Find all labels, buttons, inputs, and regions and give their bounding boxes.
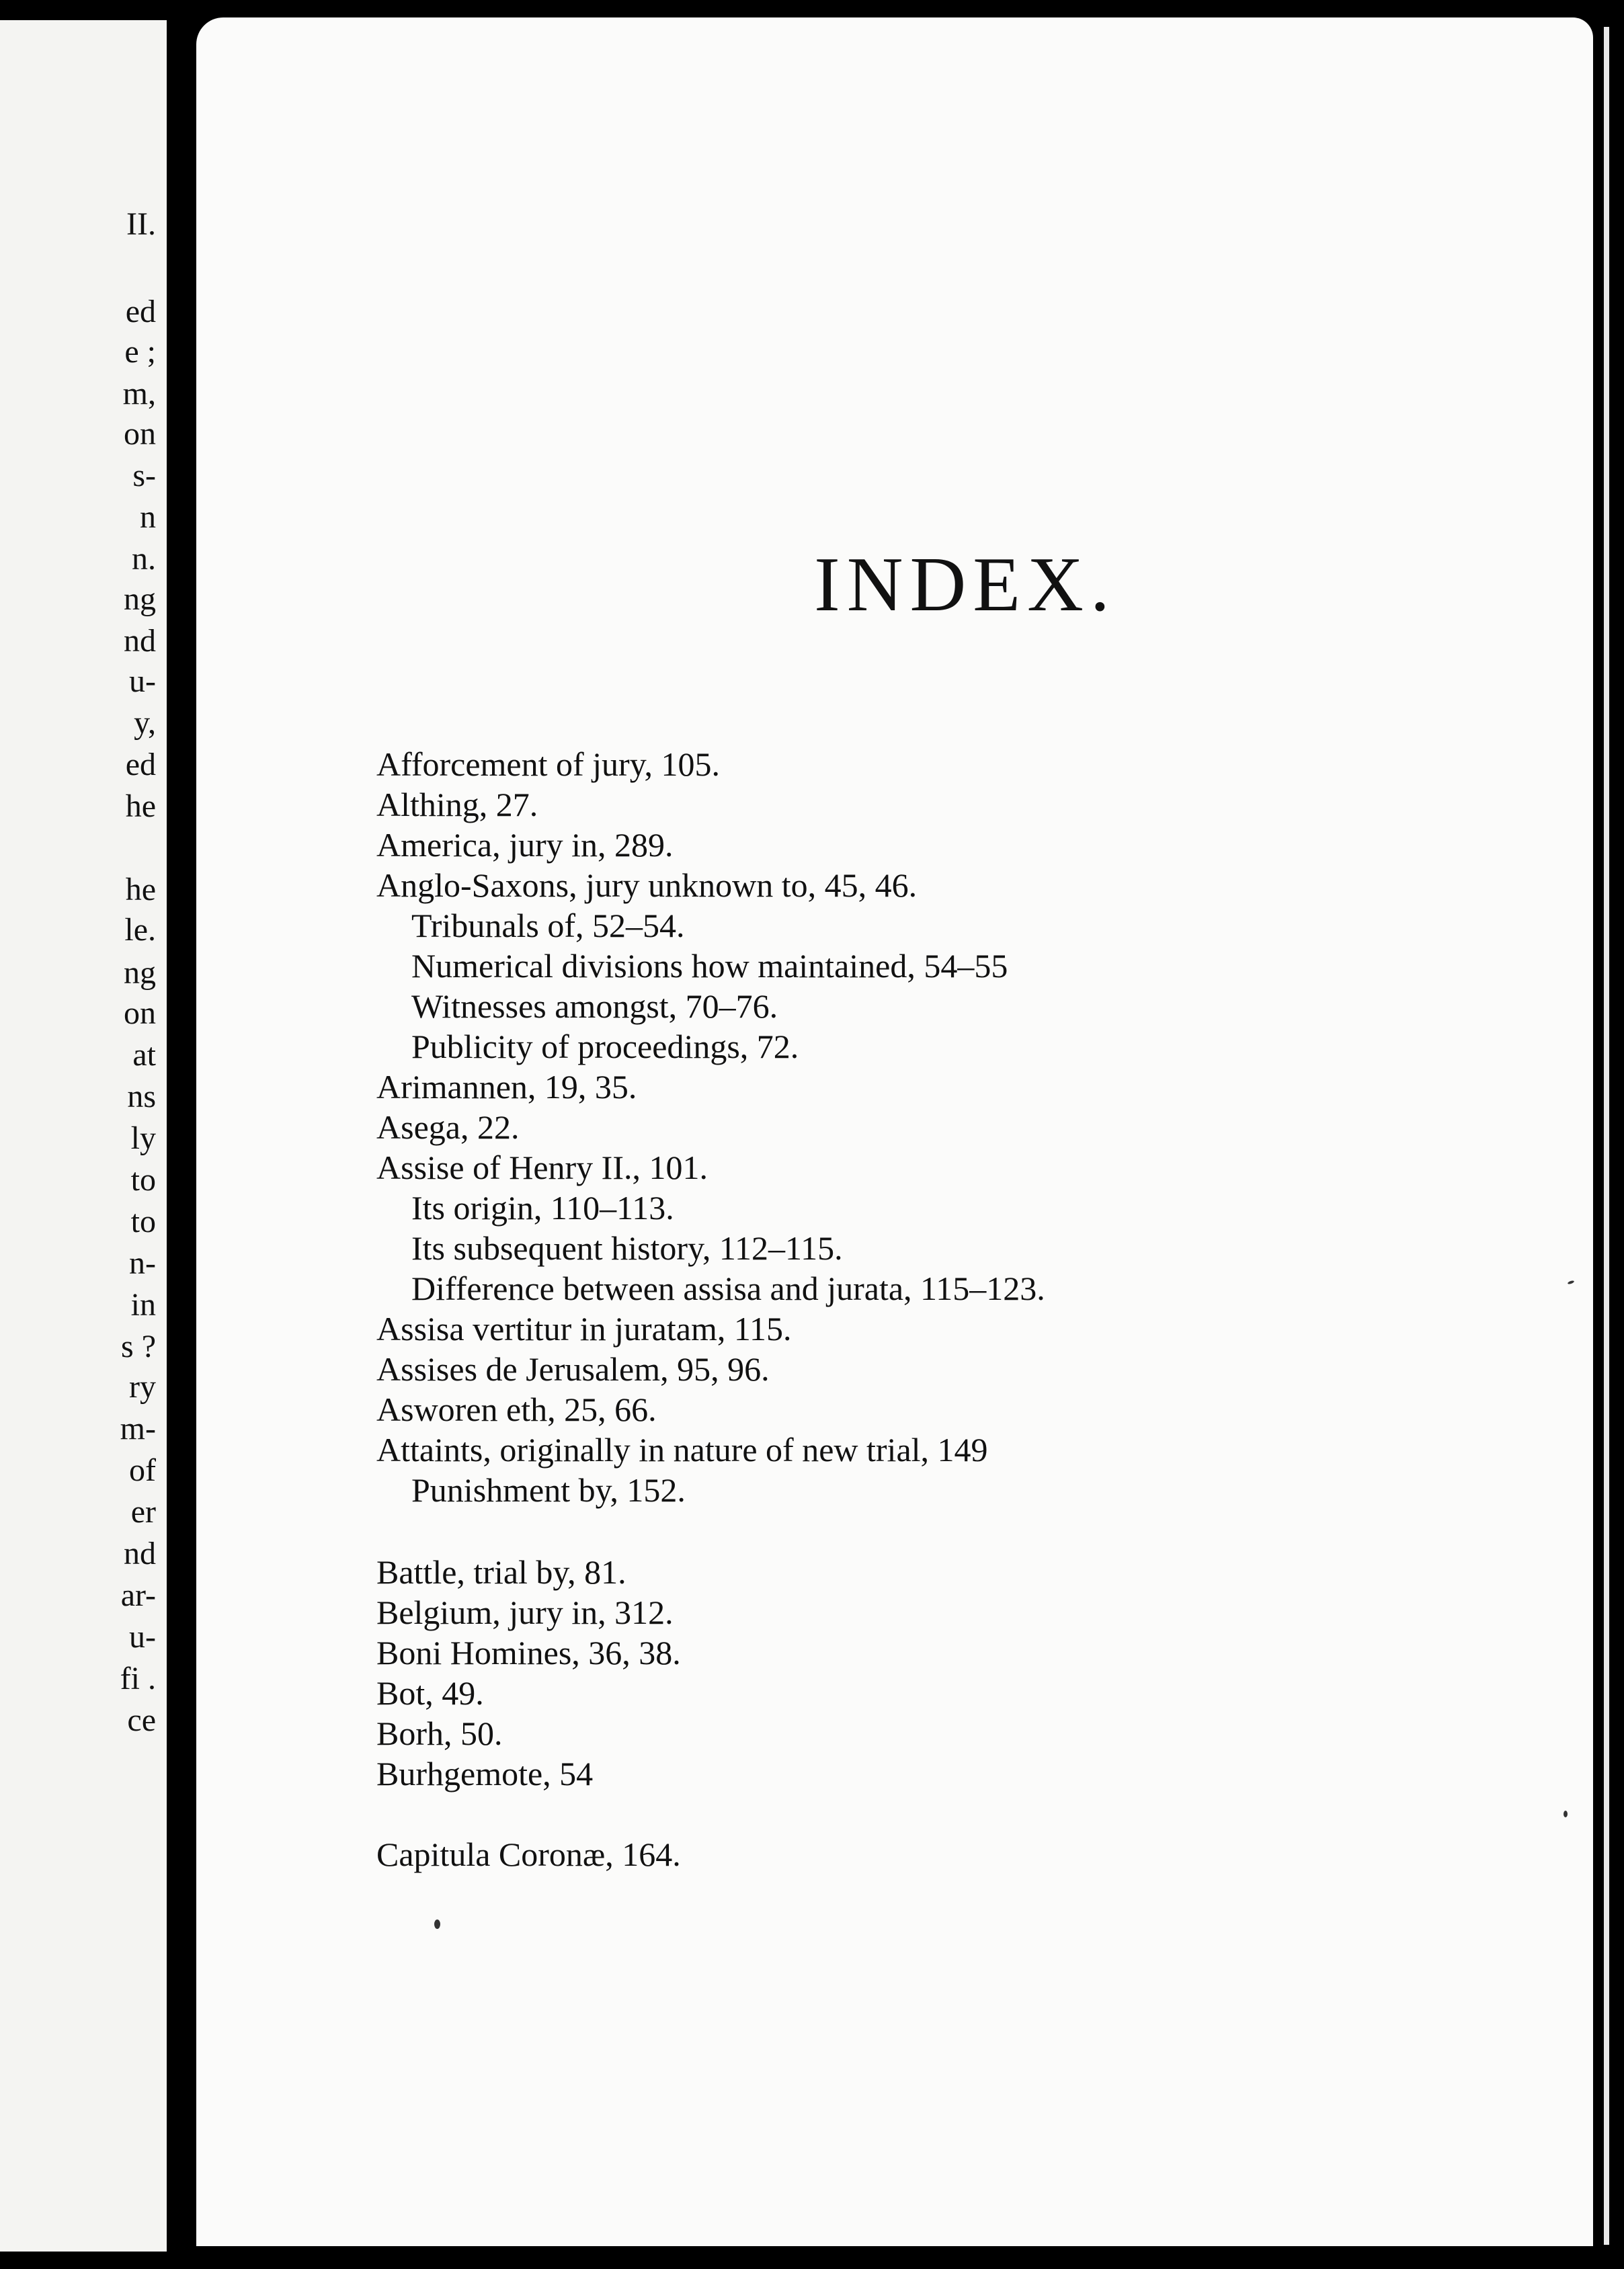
index-entry: Arimannen, 19, 35.: [376, 1068, 637, 1106]
index-entry: Afforcement of jury, 105.: [376, 745, 720, 783]
facing-page-text-fragment: u-: [129, 1619, 156, 1655]
facing-page-text-fragment: nd: [124, 623, 156, 659]
index-entry: Bot, 49.: [376, 1674, 484, 1712]
facing-page-text-fragment: u-: [129, 663, 156, 699]
index-subentry: Punishment by, 152.: [411, 1471, 686, 1509]
facing-page-text-fragment: m-: [120, 1411, 156, 1446]
index-entry: Assisa vertitur in juratam, 115.: [376, 1310, 792, 1348]
facing-page-text-fragment: to: [130, 1204, 156, 1239]
facing-page-text-fragment: to: [130, 1162, 156, 1198]
ink-speck: [1564, 1811, 1568, 1817]
index-entry: Assises de Jerusalem, 95, 96.: [376, 1350, 770, 1388]
index-entry: Borh, 50.: [376, 1715, 503, 1752]
index-entry: Belgium, jury in, 312.: [376, 1594, 674, 1631]
index-entry: Asega, 22.: [376, 1108, 520, 1146]
facing-page-text-fragment: n-: [129, 1245, 156, 1281]
index-entry: Burhgemote, 54: [376, 1755, 594, 1792]
facing-page-text-fragment: s-: [132, 458, 156, 493]
facing-page-text-fragment: er: [130, 1494, 156, 1530]
index-subentry: Publicity of proceedings, 72.: [411, 1028, 799, 1065]
facing-page-text-fragment: ng: [124, 955, 156, 991]
index-entry: Assise of Henry II., 101.: [376, 1149, 708, 1186]
index-subentry: Its subsequent history, 112–115.: [411, 1229, 843, 1267]
index-entry: Asworen eth, 25, 66.: [376, 1391, 657, 1428]
page-title: INDEX.: [814, 542, 1116, 628]
facing-page-text-fragment: n.: [132, 541, 156, 577]
index-list: [196, 17, 1593, 2246]
index-subentry: Witnesses amongst, 70–76.: [411, 987, 778, 1025]
facing-page-text-fragment: at: [132, 1037, 156, 1073]
facing-page-text-fragment: e ;: [124, 334, 156, 370]
facing-page-text-fragment: nd: [124, 1536, 156, 1571]
facing-page-text-fragment: II.: [126, 206, 156, 242]
facing-page-text-fragment: ed: [125, 294, 156, 329]
facing-page-text-fragment: ns: [127, 1079, 156, 1114]
facing-page-text-fragment: ed: [125, 747, 156, 782]
facing-page-text-fragment: he: [125, 872, 156, 907]
facing-page-text-fragment: ry: [129, 1369, 156, 1405]
index-entry: Attaints, originally in nature of new trial, 149: [376, 1431, 988, 1469]
page-edge-line: [1604, 27, 1609, 2245]
facing-page-text-fragment: he: [125, 788, 156, 824]
facing-page-text-fragment: s ?: [121, 1329, 156, 1364]
index-subentry: Difference between assisa and jurata, 115–123.: [411, 1270, 1045, 1307]
facing-page-text-fragment: y,: [134, 705, 156, 741]
facing-page-text-fragment: le.: [124, 912, 156, 948]
ink-speck: [434, 1920, 440, 1929]
index-subentry: Its origin, 110–113.: [411, 1189, 674, 1227]
facing-page-text-fragment: n: [140, 499, 156, 535]
facing-page-text-fragment: m,: [122, 376, 156, 411]
index-page: [196, 17, 1593, 2246]
index-subentry: Numerical divisions how maintained, 54–55: [411, 947, 1008, 985]
facing-page-text-fragment: of: [129, 1452, 156, 1488]
index-entry: America, jury in, 289.: [376, 826, 674, 864]
index-subentry: Tribunals of, 52–54.: [411, 907, 685, 944]
index-entry: Boni Homines, 36, 38.: [376, 1634, 681, 1672]
facing-page-edge: [0, 20, 167, 2252]
facing-page-text-fragment: on: [124, 995, 156, 1031]
facing-page-text-fragment: ng: [124, 581, 156, 617]
facing-page-text-fragment: in: [130, 1287, 156, 1323]
facing-page-text-fragment: fi .: [120, 1661, 156, 1696]
facing-page-text-fragment: ar-: [120, 1577, 156, 1613]
facing-page-text-fragment: ly: [130, 1120, 156, 1156]
facing-page-text-fragment: ce: [127, 1702, 156, 1738]
index-entry: Capitula Coronæ, 164.: [376, 1835, 681, 1873]
index-entry: Battle, trial by, 81.: [376, 1553, 626, 1591]
index-entry: Althing, 27.: [376, 786, 538, 823]
facing-page-text-fragment: on: [124, 416, 156, 452]
index-entry: Anglo-Saxons, jury unknown to, 45, 46.: [376, 866, 918, 904]
